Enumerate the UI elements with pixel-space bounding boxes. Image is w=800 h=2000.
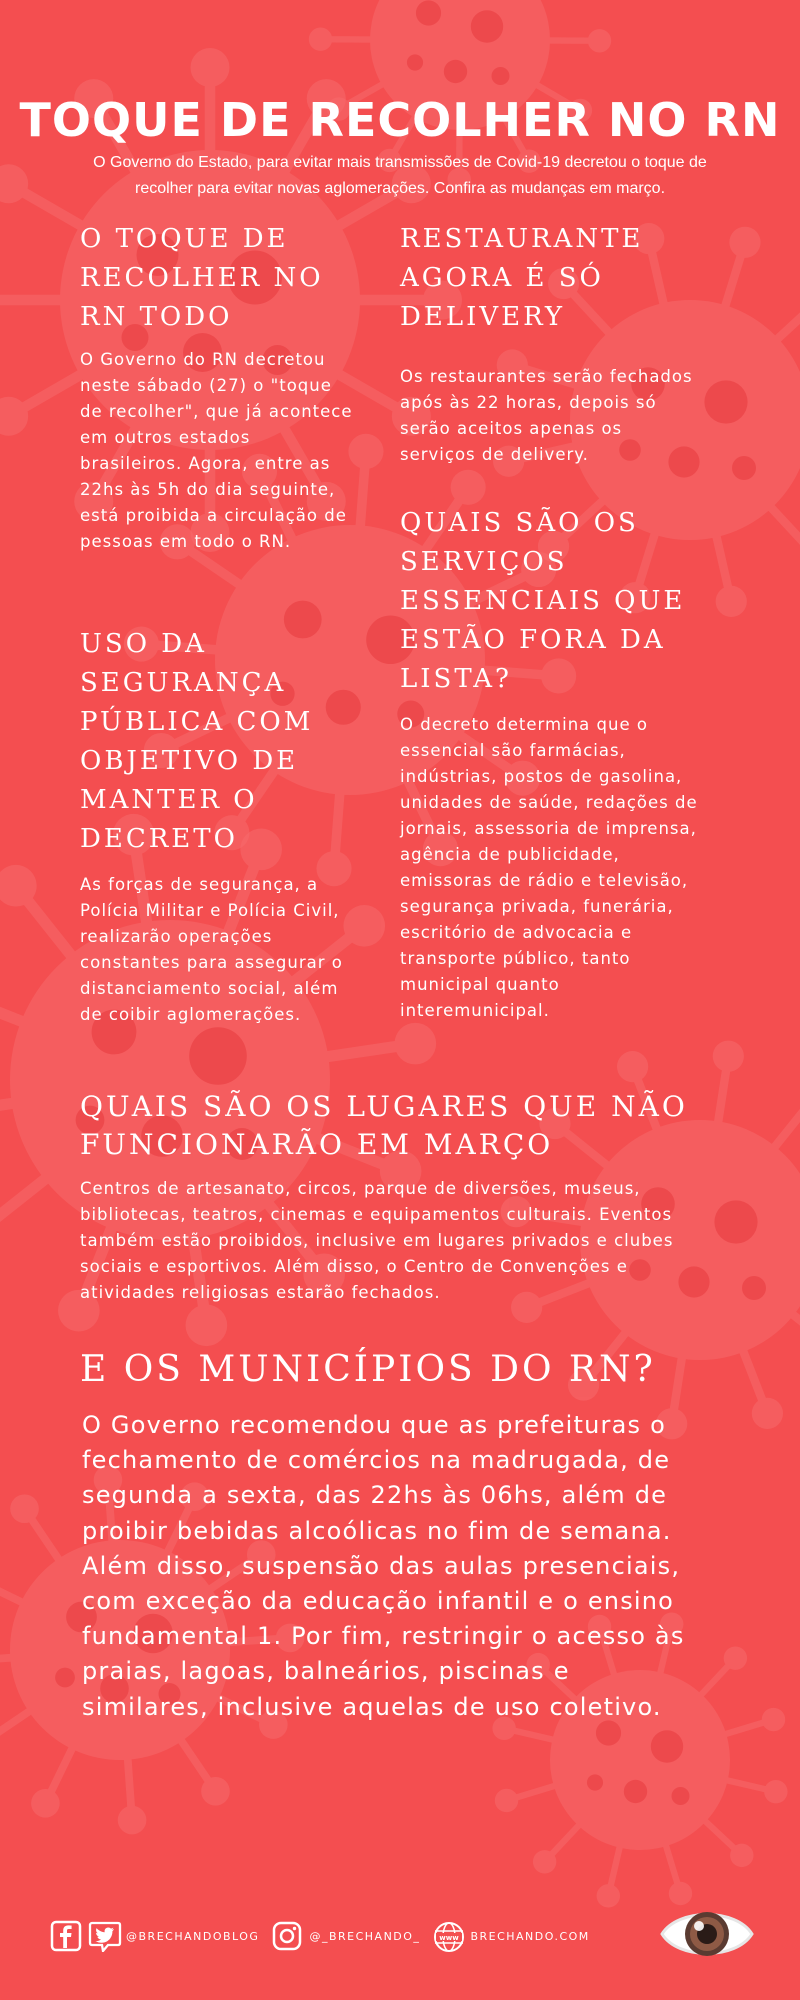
section-heading-servicos: QUAIS SÃO OS SERVIÇOS ESSENCIAIS QUE ESTÃO FORA DA LISTA? <box>400 508 686 694</box>
section-body-servicos: O decreto determina que o essencial são farmácias, indústrias, postos de gasolina, unidades de saúde, redações de jornais, assessoria de imprensa, agência de publicidade, emissoras de rádio e televisão, segurança privada, funerária, escritório de advocacia e transporte público, tanto municipal quanto interemunicipal. <box>400 715 698 1020</box>
footer-website[interactable]: BRECHANDO.COM <box>470 1929 590 1943</box>
www-globe-icon[interactable] <box>432 1920 464 1952</box>
twitter-icon[interactable] <box>88 1920 120 1952</box>
footer-social-bar <box>50 1912 750 1960</box>
section-body-toque: O Governo do RN decretou neste sábado (27) o "toque de recolher", que já acontece em outros estados brasileiros. Agora, entre as 22hs às 5h do dia seguinte, está proibida a circulação de pessoas em todo o RN. <box>80 350 353 551</box>
page-title: TOQUE DE RECOLHER NO RN <box>19 93 781 147</box>
section-heading-municipios: E OS MUNICÍPIOS DO RN? <box>80 1349 656 1390</box>
footer-handle-blog[interactable]: @BRECHANDOBLOG <box>126 1929 260 1943</box>
section-heading-lugares: QUAIS SÃO OS LUGARES QUE NÃO FUNCIONARÃO EM MARÇO <box>80 1090 688 1161</box>
instagram-icon[interactable] <box>271 1920 303 1952</box>
section-body-restaurante: Os restaurantes serão fechados após às 22 horas, depois só serão aceitos apenas os serviços de delivery. <box>400 367 693 464</box>
footer-handle-instagram[interactable]: @_BRECHANDO_ <box>309 1929 421 1943</box>
section-heading-restaurante: RESTAURANTE AGORA É SÓ DELIVERY <box>400 224 644 332</box>
section-body-lugares: Centros de artesanato, circos, parque de diversões, museus, bibliotecas, teatros, cinemas e equipamentos culturais. Eventos também estão proibidos, inclusive em lugares privados e clubes sociais e esportivos. Além disso, o Centro de Convenções e atividades religiosas estarão fechados. <box>80 1179 674 1302</box>
section-heading-toque: O TOQUE DE RECOLHER NO RN TODO <box>80 224 324 332</box>
section-body-municipios: O Governo recomendou que as prefeituras o fechamento de comércios na madrugada, de segunda a sexta, das 22hs às 06hs, além de proibir bebidas alcoólicas no fim de semana. Além disso, suspensão das aulas presenciais, com exceção da educação infantil e o ensino fundamental 1. Por fim, restringir o acesso às praias, lagoas, balneários, piscinas e similares, inclusive aquelas de uso coletivo. <box>82 1411 685 1721</box>
page-subtitle: O Governo do Estado, para evitar mais transmissões de Covid-19 decretou o toque de recolher para evitar novas aglomerações. Confira as mudanças em março. <box>93 154 707 197</box>
eye-icon <box>658 1900 756 1972</box>
section-body-seguranca: As forças de segurança, a Polícia Militar e Polícia Civil, realizarão operações constantes para assegurar o distanciamento social, além de coibir aglomerações. <box>80 875 343 1024</box>
section-heading-seguranca: USO DA SEGURANÇA PÚBLICA COM OBJETIVO DE MANTER O DECRETO <box>80 629 314 854</box>
facebook-icon[interactable] <box>50 1920 82 1952</box>
svg-text:www: www <box>439 1934 460 1942</box>
